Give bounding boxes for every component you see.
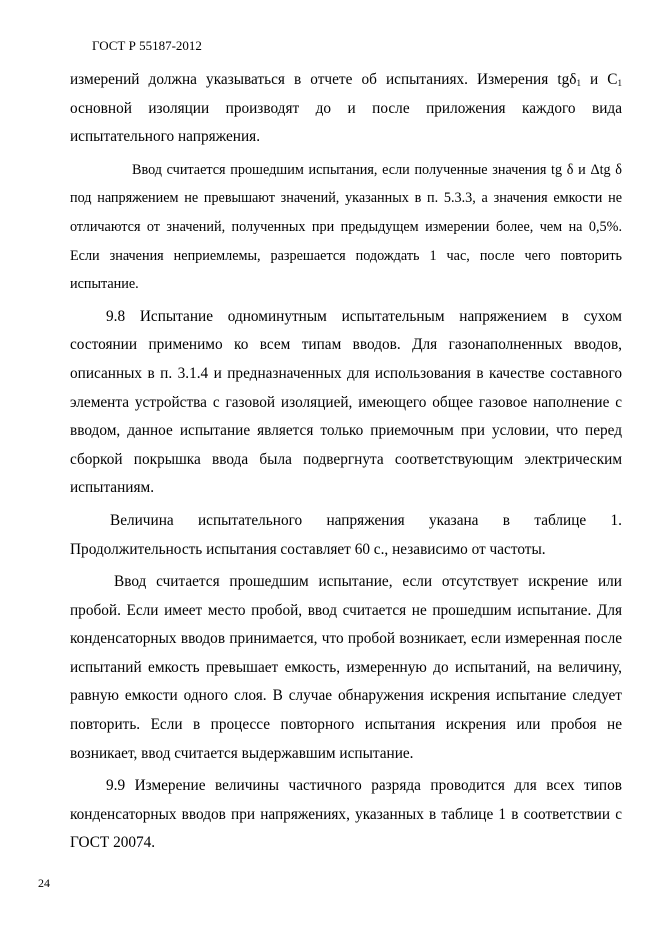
subscript-2: 1 [617,78,622,88]
subscript-1: 1 [576,78,581,88]
paragraph-5: Ввод считается прошедшим испытание, если отсутствует искрение или пробой. Если имеет место пробой, ввод считается не прошедшим испытание. Для конденсаторных вводов принимается, что пробой возникает, если измеренная после испытаний емкость превышает емкость, измеренную до испытаний, на величину, равную емкости одного слоя. В случае обнаружения искрения испытание следует повторить. Если в процессе повторного испытания искрения или пробоя не возникает, ввод считается выдержавшим испытание. [70,573,622,762]
page-content [70,66,622,858]
paragraph-1-text-b: и С [580,71,618,88]
paragraph-6-section-9-9: 9.9 Измерение величины частичного разряда проводится для всех типов конденсаторных вводов при напряжениях, указанных в таблице 1 в соответствии с ГОСТ 20074. [70,777,622,852]
paragraph-1 [70,66,622,152]
page-number: 24 [38,876,50,890]
paragraph-1-text-a: измерений должна указываться в отчете об испытаниях. Измерения tgδ [70,71,577,88]
paragraph-2: Ввод считается прошедшим испытания, если полученные значения tg δ и Δtg δ под напряжением не превышают значений, указанных в п. 5.3.3, а значения емкости не отличаются от значений, полученных при предыдущем измерении более, чем на 0,5%. Если значения неприемлемы, разрешается подождать 1 час, после чего повторить испытание. [70,161,622,293]
document-header: ГОСТ Р 55187-2012 [92,38,202,53]
paragraph-4-line-1: Величина испытательного напряжения указана в таблице 1. [110,511,622,529]
paragraph-4-line-2: Продолжительность испытания составляет 60 с., независимо от частоты. [70,540,546,558]
paragraph-3-section-9-8: 9.8 Испытание одноминутным испытательным напряжением в сухом состоянии применимо ко всем типам вводов. Для газонаполненных вводов, описанных в п. 3.1.4 и предназначенных для использования в качестве составного элемента устройства с газовой изоляцией, имеющего общее газовое наполнение с вводом, данное испытание является только приемочным при условии, что перед сборкой покрышка ввода была подвергнута соответствующим электрическим испытаниям. [70,307,622,497]
paragraph-1-text-c: основной изоляции производят до и после приложения каждого вида испытательного напряжения. [70,99,622,146]
